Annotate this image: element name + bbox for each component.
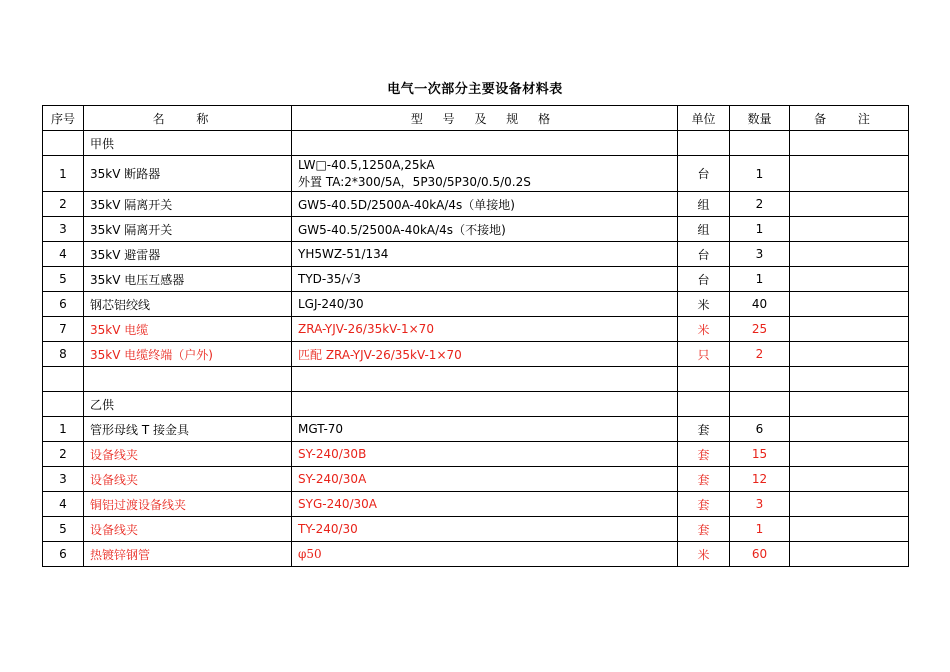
header-remark: 备 注 bbox=[790, 106, 909, 131]
row-model: MGT-70 bbox=[292, 417, 678, 442]
table-row bbox=[43, 156, 909, 192]
row-model: TYD-35/√3 bbox=[292, 267, 678, 292]
row-remark bbox=[790, 442, 909, 467]
row-unit: 套 bbox=[678, 517, 730, 542]
section-row-a bbox=[43, 131, 909, 156]
row-unit: 套 bbox=[678, 442, 730, 467]
row-name: 设备线夹 bbox=[84, 517, 292, 542]
row-unit: 套 bbox=[678, 417, 730, 442]
row-name: 35kV 隔离开关 bbox=[84, 217, 292, 242]
row-unit: 组 bbox=[678, 217, 730, 242]
row-remark bbox=[790, 242, 909, 267]
table-row-highlighted bbox=[43, 467, 909, 492]
row-unit: 只 bbox=[678, 342, 730, 367]
row-unit: 米 bbox=[678, 542, 730, 567]
row-remark bbox=[790, 542, 909, 567]
header-seq: 序号 bbox=[43, 106, 84, 131]
row-qty: 2 bbox=[730, 192, 790, 217]
row-model bbox=[292, 156, 678, 192]
section-row-b bbox=[43, 392, 909, 417]
row-remark bbox=[790, 192, 909, 217]
row-name: 设备线夹 bbox=[84, 442, 292, 467]
row-model: GW5-40.5D/2500A-40kA/4s（单接地) bbox=[292, 192, 678, 217]
row-remark bbox=[790, 217, 909, 242]
header-model: 型 号 及 规 格 bbox=[292, 106, 678, 131]
row-qty: 1 bbox=[730, 217, 790, 242]
materials-table bbox=[42, 105, 909, 567]
table-row bbox=[43, 217, 909, 242]
row-remark bbox=[790, 342, 909, 367]
table-row bbox=[43, 292, 909, 317]
row-remark bbox=[790, 156, 909, 192]
row-model: GW5-40.5/2500A-40kA/4s（不接地) bbox=[292, 217, 678, 242]
row-model: TY-240/30 bbox=[292, 517, 678, 542]
row-qty: 6 bbox=[730, 417, 790, 442]
table-row bbox=[43, 417, 909, 442]
row-name: 35kV 避雷器 bbox=[84, 242, 292, 267]
row-qty: 1 bbox=[730, 156, 790, 192]
table-row-highlighted bbox=[43, 542, 909, 567]
table-row-highlighted bbox=[43, 517, 909, 542]
row-qty: 40 bbox=[730, 292, 790, 317]
row-remark bbox=[790, 292, 909, 317]
row-seq: 6 bbox=[43, 542, 84, 567]
row-qty: 60 bbox=[730, 542, 790, 567]
row-model: ZRA-YJV-26/35kV-1×70 bbox=[292, 317, 678, 342]
table-row-highlighted bbox=[43, 442, 909, 467]
row-name: 钢芯铝绞线 bbox=[84, 292, 292, 317]
row-seq: 5 bbox=[43, 517, 84, 542]
row-seq: 4 bbox=[43, 242, 84, 267]
row-seq: 4 bbox=[43, 492, 84, 517]
table-row bbox=[43, 192, 909, 217]
row-remark bbox=[790, 317, 909, 342]
row-model: LGJ-240/30 bbox=[292, 292, 678, 317]
row-model: 匹配 ZRA-YJV-26/35kV-1×70 bbox=[292, 342, 678, 367]
row-qty: 3 bbox=[730, 492, 790, 517]
row-name: 35kV 电缆 bbox=[84, 317, 292, 342]
row-name: 设备线夹 bbox=[84, 467, 292, 492]
row-name: 35kV 隔离开关 bbox=[84, 192, 292, 217]
row-unit: 米 bbox=[678, 317, 730, 342]
row-remark bbox=[790, 267, 909, 292]
row-name: 35kV 电缆终端（户外) bbox=[84, 342, 292, 367]
table-row-highlighted bbox=[43, 342, 909, 367]
row-model: SY-240/30A bbox=[292, 467, 678, 492]
row-seq: 3 bbox=[43, 467, 84, 492]
row-seq: 2 bbox=[43, 192, 84, 217]
row-unit: 套 bbox=[678, 492, 730, 517]
row-remark bbox=[790, 517, 909, 542]
row-unit: 台 bbox=[678, 267, 730, 292]
row-seq: 7 bbox=[43, 317, 84, 342]
row-model: YH5WZ-51/134 bbox=[292, 242, 678, 267]
table-row-highlighted bbox=[43, 492, 909, 517]
header-qty: 数量 bbox=[730, 106, 790, 131]
row-unit: 组 bbox=[678, 192, 730, 217]
row-model-line1: LW□-40.5,1250A,25kA bbox=[298, 157, 435, 172]
table-title: 电气一次部分主要设备材料表 bbox=[387, 82, 563, 97]
row-seq: 2 bbox=[43, 442, 84, 467]
row-seq: 5 bbox=[43, 267, 84, 292]
table-row bbox=[43, 242, 909, 267]
row-seq: 6 bbox=[43, 292, 84, 317]
row-name: 管形母线 T 接金具 bbox=[84, 417, 292, 442]
empty-row bbox=[43, 367, 909, 392]
row-model: SY-240/30B bbox=[292, 442, 678, 467]
row-unit: 台 bbox=[678, 156, 730, 192]
row-remark bbox=[790, 467, 909, 492]
section-label-b: 乙供 bbox=[84, 392, 292, 417]
row-qty: 3 bbox=[730, 242, 790, 267]
row-name: 35kV 断路器 bbox=[84, 156, 292, 192]
row-seq: 1 bbox=[43, 156, 84, 192]
row-remark bbox=[790, 417, 909, 442]
row-name: 铜铝过渡设备线夹 bbox=[84, 492, 292, 517]
row-unit: 台 bbox=[678, 242, 730, 267]
row-unit: 米 bbox=[678, 292, 730, 317]
row-qty: 12 bbox=[730, 467, 790, 492]
header-name: 名 称 bbox=[84, 106, 292, 131]
section-label-a: 甲供 bbox=[84, 131, 292, 156]
row-qty: 2 bbox=[730, 342, 790, 367]
row-seq: 8 bbox=[43, 342, 84, 367]
row-name: 35kV 电压互感器 bbox=[84, 267, 292, 292]
row-unit: 套 bbox=[678, 467, 730, 492]
row-name: 热镀锌钢管 bbox=[84, 542, 292, 567]
row-model: SYG-240/30A bbox=[292, 492, 678, 517]
row-qty: 1 bbox=[730, 517, 790, 542]
row-qty: 25 bbox=[730, 317, 790, 342]
header-unit: 单位 bbox=[678, 106, 730, 131]
row-seq: 3 bbox=[43, 217, 84, 242]
row-remark bbox=[790, 492, 909, 517]
row-qty: 15 bbox=[730, 442, 790, 467]
row-qty: 1 bbox=[730, 267, 790, 292]
table-row-highlighted bbox=[43, 317, 909, 342]
table-row bbox=[43, 267, 909, 292]
row-seq: 1 bbox=[43, 417, 84, 442]
row-model-line2: 外置 TA:2*300/5A，5P30/5P30/0.5/0.2S bbox=[298, 174, 531, 189]
row-model: φ50 bbox=[292, 542, 678, 567]
header-row bbox=[43, 106, 909, 131]
